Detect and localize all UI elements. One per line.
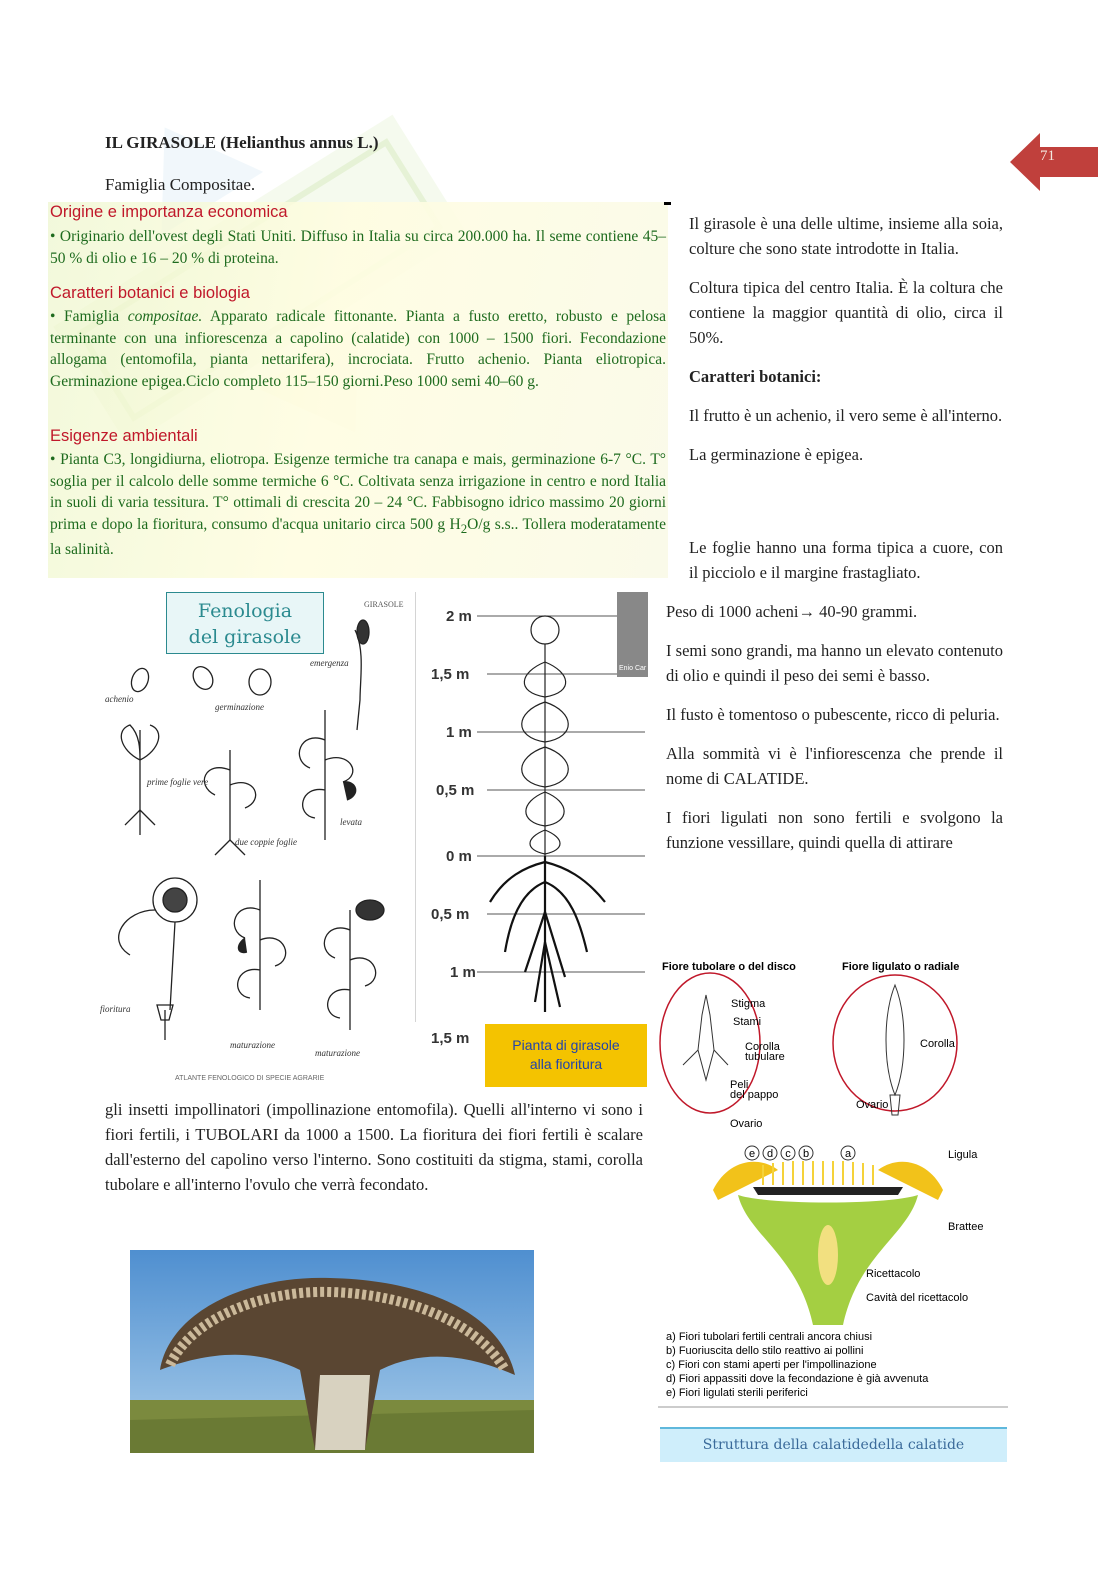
label-stami: Stami xyxy=(733,1016,762,1028)
height-0-5m: 0,5 m xyxy=(436,782,475,799)
calatide-diagram xyxy=(658,955,1008,1425)
diagram-title-right: Fiore ligulato o radiale xyxy=(842,961,960,973)
botany-heading: Caratteri botanici: xyxy=(689,367,822,386)
section-heading-environment: Esigenze ambientali xyxy=(50,427,198,445)
fusto-paragraph: Il fusto è tomentoso o pubescente, ricco di peluria. xyxy=(666,705,1000,724)
page-number: 71 xyxy=(1040,148,1055,164)
height-0m: 0 m xyxy=(446,848,472,865)
label-maturazione-2: maturazione xyxy=(315,1048,360,1058)
label-pappo: del pappo xyxy=(730,1089,779,1101)
legend-e: e) Fiori ligulati sterili periferici xyxy=(666,1387,808,1399)
section-text-environment: • Pianta C3, longidiurna, eliotropa. Esigenze termiche tra canapa e mais, germinazione 6-7 °C. T° soglia per il calcolo delle somme termiche 6 °C. Coltivata senza irrigazione in centro e nord Italia in suoli di varia tessitura. T° ottimali di crescita 20 – 24 °C. Fabbisogno idrico massimo 20 giorni prima e dopo la fioritura, consumo d'acqua unitario circa 500 g $H_2O/g$ s.s.. Tollera moderatamente la salinità. xyxy=(50,449,666,561)
ligulati-paragraph: I fiori ligulati non sono fertili e svolgono la funzione vessillare, quindi quella di attirare xyxy=(666,808,1003,852)
plant-height-drawing xyxy=(415,592,648,1022)
foglie-paragraph: Le foglie hanno una forma tipica a cuore, con il picciolo e il margine frastagliato. xyxy=(689,538,1003,582)
letter-d: d xyxy=(766,1148,774,1160)
plant-caption-box: Pianta di girasole alla fioritura xyxy=(485,1024,647,1087)
section-heading-origin: Origine e importanza economica xyxy=(50,203,288,221)
coltura-paragraph: Coltura tipica del centro Italia. È la coltura che contiene la maggior quantità di olio, circa il 50%. xyxy=(689,278,1003,347)
label-ovario-r: Ovario xyxy=(856,1099,889,1111)
label-corolla-l: Corolla xyxy=(745,1041,780,1053)
letter-a: a xyxy=(844,1148,852,1160)
label-corolla-r: Corolla xyxy=(920,1038,955,1050)
label-tubulare: tubulare xyxy=(745,1051,785,1063)
diagram-caption: Struttura della calatidedella calatide xyxy=(660,1427,1007,1462)
letter-e: e xyxy=(748,1148,756,1160)
height-2m: 2 m xyxy=(446,608,472,625)
label-cavita: Cavità del ricettacolo xyxy=(866,1292,969,1304)
legend-d: d) Fiori appassiti dove la fecondazione è già avvenuta xyxy=(666,1373,929,1385)
label-fioritura: fioritura xyxy=(100,1004,131,1014)
label-due-coppie: due coppie foglie xyxy=(235,837,297,847)
bottom-paragraph: gli insetti impollinatori (impollinazione entomofila). Quelli all'interno vi sono i fiori fertili, i TUBOLARI da 1000 a 1500. La fioritura dei fiori fertili è scalare dall'esterno del capolino verso l'interno. Sono costituiti da stigma, stami, corolla tubolare e all'interno l'ovulo che verrà fecondato. xyxy=(105,1100,643,1194)
right-column-lower xyxy=(666,535,1003,869)
label-achenio: achenio xyxy=(105,694,134,704)
label-emergenza: emergenza xyxy=(310,658,349,668)
label-germinazione: germinazione xyxy=(215,702,264,712)
phenology-title-box: Fenologia del girasole xyxy=(166,592,324,654)
sunflower-photo xyxy=(130,1250,534,1453)
depth-1-5m: 1,5 m xyxy=(431,1030,470,1047)
calatide-paragraph: Alla sommità vi è l'infiorescenza che prende il nome di CALATIDE. xyxy=(666,744,1003,788)
right-column-upper xyxy=(689,211,1003,481)
section-text-botany: • Famiglia compositae. Apparato radicale fittonante. Pianta a fusto eretto, robusto e pelosa terminante con una infiorescenza a capolino (calatide) con 1000 – 1500 fiori. Fecondazione allogama (entomofila, pianta nettarifera), incrociata. Frutto achenio. Pianta eliotropica. Germinazione epigea.Ciclo completo 115–150 giorni.Peso 1000 semi 40–60 g. xyxy=(50,306,666,392)
page-title: IL GIRASOLE (Helianthus annus L.) xyxy=(105,133,379,152)
photo-tag: Enio Car xyxy=(619,665,647,672)
intro-paragraph: Il girasole è una delle ultime, insieme alla soia, colture che sono state introdotte in Italia. xyxy=(689,214,1003,258)
label-maturazione-1: maturazione xyxy=(230,1040,275,1050)
label-brattee: Brattee xyxy=(948,1221,984,1233)
label-ricettacolo: Ricettacolo xyxy=(866,1268,921,1280)
label-levata: levata xyxy=(340,817,362,827)
section-heading-botany: Caratteri botanici e biologia xyxy=(50,284,250,302)
legend-a: a) Fiori tubolari fertili centrali ancora chiusi xyxy=(666,1331,873,1343)
frutto-paragraph: Il frutto è un achenio, il vero seme è all'interno. xyxy=(689,406,1003,425)
germinazione-paragraph: La germinazione è epigea. xyxy=(689,445,864,464)
label-peli: Peli xyxy=(730,1079,749,1091)
depth-1m: 1 m xyxy=(450,964,476,981)
label-stigma: Stigma xyxy=(731,998,766,1010)
label-prime-foglie: prime foglie vere xyxy=(147,777,209,787)
letter-c: c xyxy=(785,1148,791,1160)
semi-paragraph: I semi sono grandi, ma hanno un elevato contenuto di olio e quindi il peso dei semi è basso. xyxy=(666,641,1003,685)
section-text-origin: • Originario dell'ovest degli Stati Uniti. Diffuso in Italia su circa 200.000 ha. Il seme contiene 45–50 % di olio e 16 – 20 % di proteina. xyxy=(50,226,666,269)
peso-paragraph: Peso di 1000 acheni→ 40-90 grammi. xyxy=(666,602,918,621)
phenology-drawings xyxy=(95,610,415,1080)
legend-c: c) Fiori con stami aperti per l'impollinazione xyxy=(666,1359,877,1371)
letter-b: b xyxy=(802,1148,810,1160)
depth-0-5m: 0,5 m xyxy=(431,906,470,923)
marker-dash xyxy=(664,202,671,205)
page-badge-arrow xyxy=(1010,133,1100,191)
legend-b: b) Fuoriuscita dello stilo reattivo ai pollini xyxy=(666,1345,864,1357)
height-1-5m: 1,5 m xyxy=(431,666,470,683)
phenology-footer: ATLANTE FENOLOGICO DI SPECIE AGRARIE xyxy=(175,1075,325,1082)
diagram-title-left: Fiore tubolare o del disco xyxy=(662,961,796,973)
label-ovario-l: Ovario xyxy=(730,1118,763,1130)
phenology-header-tag: GIRASOLE xyxy=(364,600,404,609)
label-ligula: Ligula xyxy=(948,1149,978,1161)
height-1m: 1 m xyxy=(446,724,472,741)
family-label: Famiglia Compositae. xyxy=(105,175,256,194)
